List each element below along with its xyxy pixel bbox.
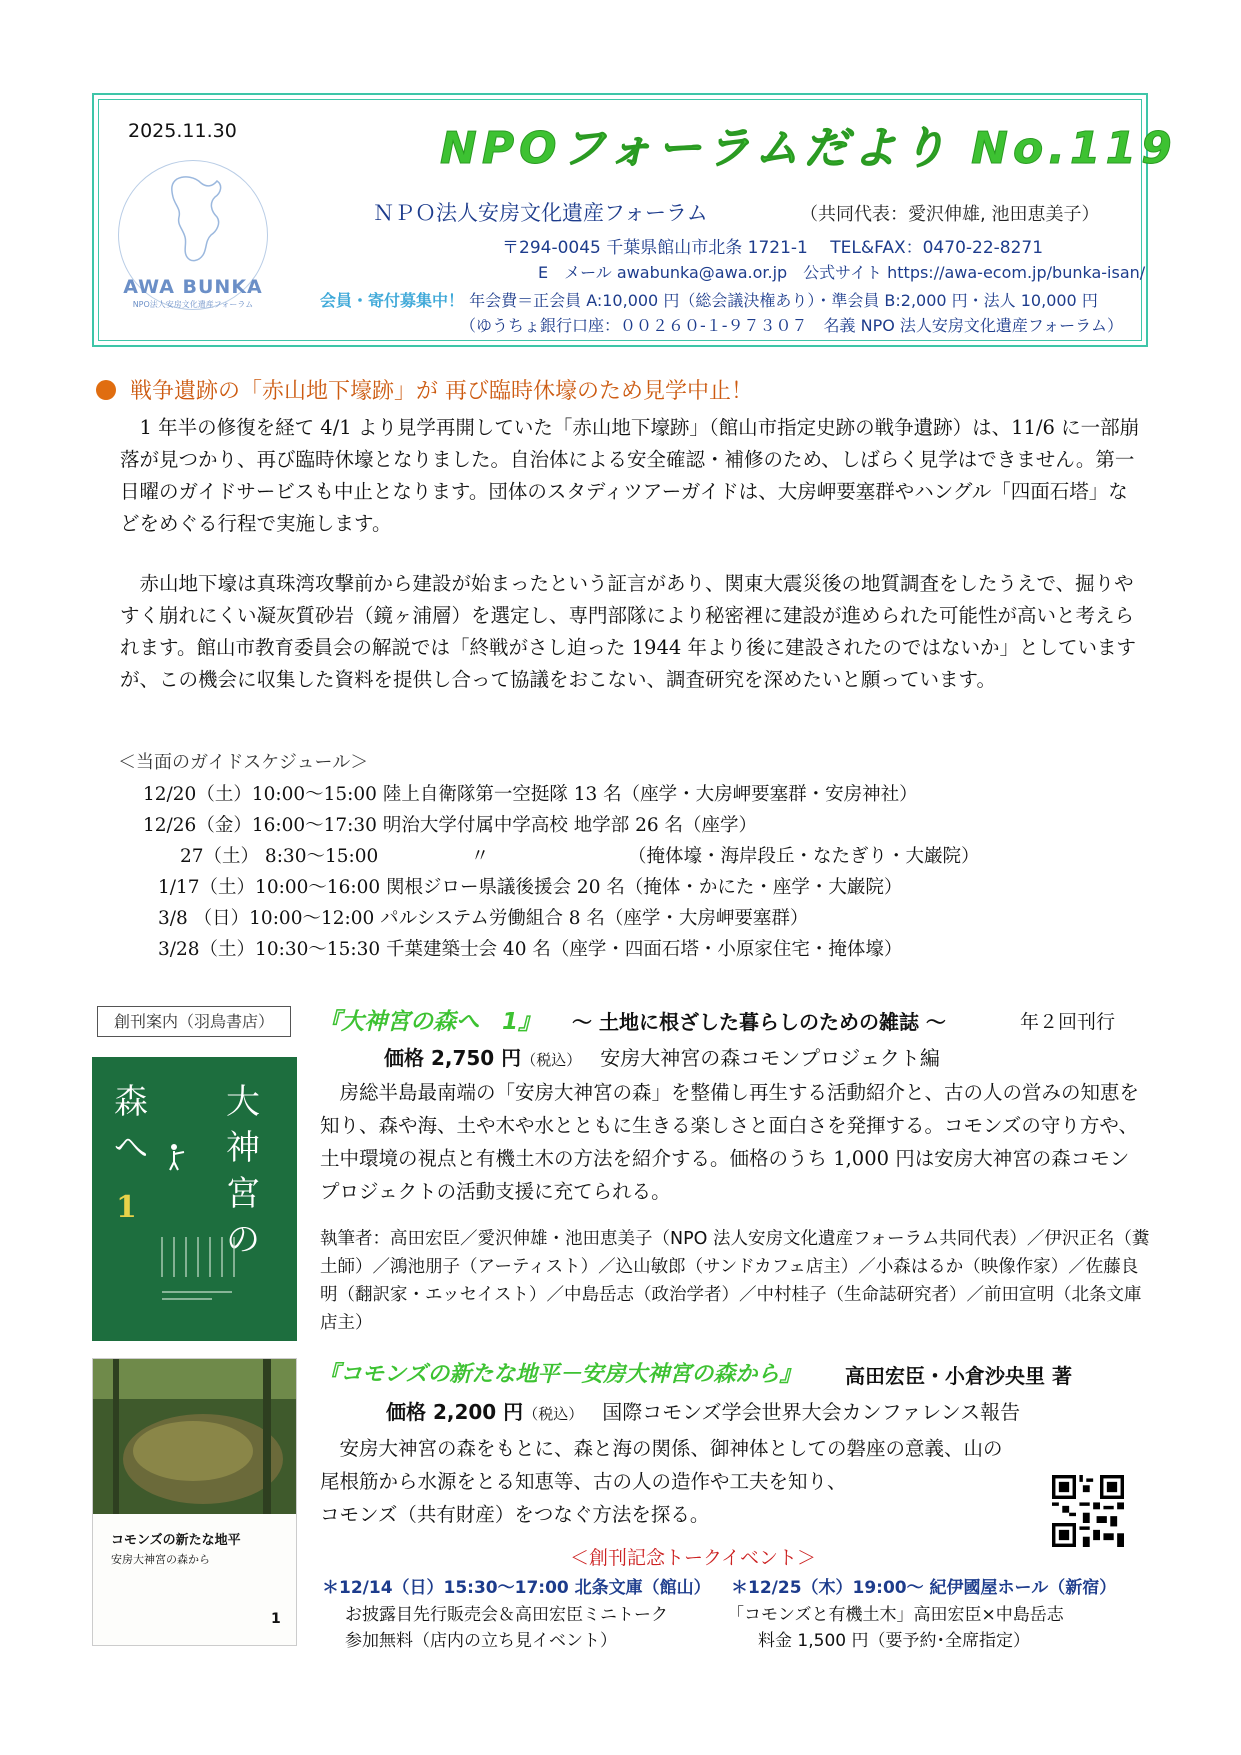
- book2-price-line: [386, 1396, 1020, 1425]
- forest-photo-icon: [93, 1359, 297, 1514]
- cover-title-b: 森へ: [114, 1082, 148, 1168]
- schedule-item: 12/20（土）10:00～15:00 陸上自衛隊第一空挺隊 13 名（座学・大房岬要塞群・安房神社）: [143, 784, 918, 805]
- book2-note: 国際コモンズ学会世界大会カンファレンス報告: [602, 1400, 1021, 1424]
- book2-price: 価格 2,200 円: [386, 1400, 524, 1424]
- schedule-item: 27（土） 8:30～15:00 〃 （掩体壕・海岸段丘・なたぎり・大巌院）: [180, 846, 980, 867]
- email-website-line: E メール awabunka@awa.or.jp 公式サイト https://awa-ecom.jp/bunka-isan/: [538, 263, 1146, 282]
- membership-label: 会員・寄付募集中！: [320, 291, 465, 310]
- logo-text: AWA BUNKA: [123, 276, 263, 298]
- book2-description: [320, 1432, 1150, 1531]
- bank-account: （ゆうちょ銀行口座：００２６０-１-９７３０７ 名義 NPO 法人安房文化遺産フォーラム）: [460, 316, 1123, 335]
- article-paragraph-1: 1 年半の修復を経て 4/1 より見学再開していた「赤山地下壕跡」（館山市指定史跡の戦争遺跡）は、11/6 に一部崩落が見つかり、再び臨時休壕となりました。自治体による安全確認・補修のため、しばらく見学はできません。第一日曜のガイドサービスも中止となります。団体のスタディツアーガイドは、大房岬要塞群やハングル「四面石塔」などをめぐる行程で実施します。: [120, 416, 1140, 535]
- event2-fee: 料金 1,500 円（要予約･全席指定）: [758, 1631, 1030, 1651]
- book1-price: 価格 2,750 円: [384, 1046, 522, 1070]
- article-paragraph-2: 赤山地下壕は真珠湾攻撃前から建設が始まったという証言があり、関東大震災後の地質調査をしたうえで、掘りやすく崩れにくい凝灰質砂岩（鏡ヶ浦層）を選定し、専門部隊により秘密裡に建設が進められた可能性が高いと考えられます。館山市教育委員会の解説では「終戦がさし迫った 1944 年より後に建設されたのではないか」としていますが、この機会に収集した資料を提供し合って協議をおこない、調査研究を深めたいと願っています。: [120, 572, 1136, 691]
- book1-cover-image: [92, 1057, 297, 1341]
- figure-icon: [164, 1142, 188, 1172]
- book1-subtitle: ～ 土地に根ざした暮らしのための雑誌 ～: [572, 1010, 946, 1034]
- cover2-number: 1: [271, 1611, 281, 1627]
- event2-description: 「コモンズと有機土木」高田宏臣×中島岳志: [727, 1605, 1064, 1625]
- book2-desc-line: 尾根筋から水源をとる知恵等、古の人の造作や工夫を知り、: [320, 1470, 847, 1493]
- book1-tax: （税込）: [521, 1051, 582, 1069]
- membership-line: [320, 288, 1098, 311]
- representatives: （共同代表：愛沢伸雄, 池田恵美子）: [800, 204, 1100, 225]
- book2-cover-image: [92, 1358, 297, 1646]
- membership-fees: 年会費＝正会員 A:10,000 円（総会議決権あり）・準会員 B:2,000 円・法人 10,000 円: [469, 291, 1098, 310]
- article-headline: 戦争遺跡の「赤山地下壕跡」が 再び臨時休壕のため見学中止！: [130, 379, 753, 404]
- schedule-item: 1/17（土）10:00～16:00 関根ジロー県議後援会 20 名（掩体・かにた・座学・大巌院）: [158, 877, 903, 898]
- cover2-subtitle: 安房大神宮の森から: [111, 1553, 210, 1566]
- event1-heading: ＊12/14（日）15:30～17:00 北条文庫（館山）: [322, 1578, 711, 1598]
- book1-title: 『大神宮の森へ 1』: [318, 1009, 542, 1035]
- schedule-item: 3/28（土）10:30～15:30 千葉建築士会 40 名（座学・四面石塔・小原家住宅・掩体壕）: [158, 939, 903, 960]
- book2-title: 『コモンズの新たな地平－安房大神宮の森から』: [318, 1362, 802, 1387]
- event1-description: お披露目先行販売会＆高田宏臣ミニトーク: [345, 1605, 668, 1625]
- book1-editor: 安房大神宮の森コモンプロジェクト編: [600, 1046, 940, 1070]
- event1-fee: 参加無料（店内の立ち見イベント）: [345, 1631, 617, 1651]
- cover2-title: コモンズの新たな地平: [111, 1533, 241, 1548]
- schedule-item: 12/26（金）16:00～17:30 明治大学付属中学高校 地学部 26 名（座学）: [143, 815, 758, 836]
- bullet-icon: [96, 380, 116, 400]
- book2-desc-line: コモンズ（共有財産）をつなぐ方法を探る。: [320, 1503, 710, 1526]
- logo-subtext: NPO法人安房文化遺産フォーラム: [132, 300, 254, 309]
- book2-authors: 高田宏臣・小倉沙央里 著: [845, 1364, 1072, 1388]
- cover-text-lines-icon: [152, 1237, 252, 1307]
- book2-tax: （税込）: [523, 1405, 584, 1423]
- address-line: 〒294-0045 千葉県館山市北条 1721-1 TEL&FAX：0470-22-8271: [502, 238, 1044, 258]
- event-section-title: ＜創刊記念トークイベント＞: [570, 1547, 817, 1569]
- cover-title-a: 大神宮の: [226, 1082, 260, 1260]
- book1-frequency: 年２回刊行: [1020, 1011, 1116, 1033]
- newsletter-title: NPOフォーラムだより No.119: [440, 123, 1177, 174]
- qr-code-icon[interactable]: [1052, 1475, 1124, 1547]
- cover-number: 1: [116, 1190, 137, 1225]
- book1-description: 房総半島最南端の「安房大神宮の森」を整備し再生する活動紹介と、古の人の営みの知恵を知り、森や海、土や木や水とともに生きる楽しさと面白さを発揮する。コモンズの守り方や、土中環境の視点と有機土木の方法を紹介する。価格のうち 1,000 円は安房大神宮の森コモンプロジェクトの活動支援に充てられる。: [320, 1081, 1140, 1203]
- issue-date: 2025.11.30: [128, 120, 237, 142]
- book1-authors: 執筆者：高田宏臣／愛沢伸雄・池田恵美子（NPO 法人安房文化遺産フォーラム共同代表）／伊沢正名（糞土師）／鴻池朋子（アーティスト）／込山敏郎（サンドカフェ店主）／小森はるか（映像作家）／佐藤良明（翻訳家・エッセイスト）／中島岳志（政治学者）／中村桂子（生命誌研究者）／前田宣明（北条文庫店主）: [320, 1229, 1150, 1333]
- event2-heading: ＊12/25（木）19:00～ 紀伊國屋ホール（新宿）: [731, 1578, 1117, 1598]
- book1-price-line: [384, 1042, 940, 1071]
- book2-desc-line: 安房大神宮の森をもとに、森と海の関係、御神体としての磐座の意義、山の: [339, 1437, 1003, 1460]
- schedule-item: 3/8 （日）10:00～12:00 パルシステム労働組合 8 名（座学・大房岬要塞群）: [158, 908, 809, 929]
- organization-name: ＮＰＯ法人安房文化遺産フォーラム: [373, 201, 708, 225]
- schedule-title: ＜当面のガイドスケジュール＞: [118, 752, 369, 773]
- launch-label: 創刊案内（羽鳥書店）: [97, 1006, 291, 1037]
